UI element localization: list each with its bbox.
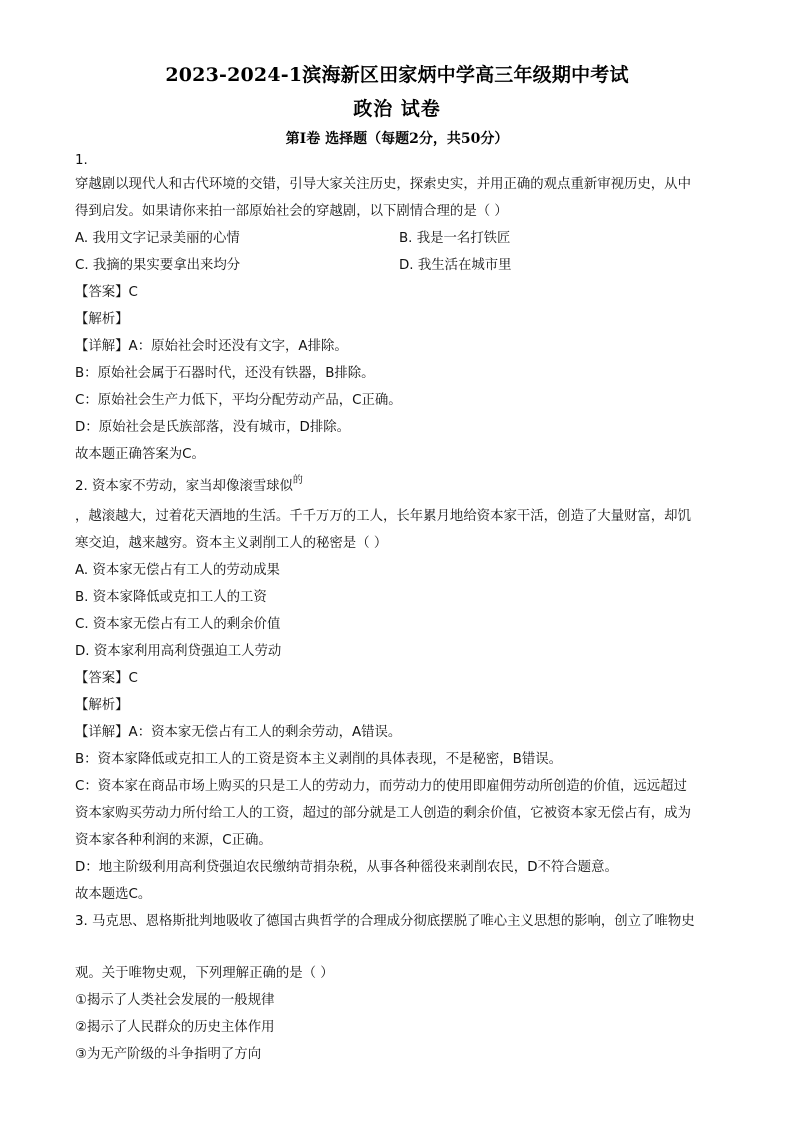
q2-conclusion: 故本题选C。	[75, 887, 152, 902]
q2-stem-line: ，越滚越大，过着花天酒地的生活。千千万万的工人，长年累月地给资本家干活，创造了大量财富，却饥	[75, 509, 691, 524]
q2-stem-line: 寒交迫，越来越穷。资本主义剥削工人的秘密是（ ）	[75, 536, 388, 551]
q3-stem-line: 3. 马克思、恩格斯批判地吸收了德国古典哲学的合理成分彻底摆脱了唯心主义思想的影响，创立了唯物史	[75, 914, 695, 929]
q2-stem-superscript: 的	[292, 475, 303, 486]
q1-analysis-label: 【解析】	[75, 312, 129, 327]
q2-detail-line: B：资本家降低或克扣工人的工资是资本主义剥削的具体表现，不是秘密，B错误。	[75, 752, 563, 767]
q2-option-c: C. 资本家无偿占有工人的剩余价值	[75, 617, 281, 632]
q2-detail-line: 资本家各种利润的来源，C正确。	[75, 833, 272, 848]
q2-option-d: D. 资本家利用高利贷强迫工人劳动	[75, 644, 282, 659]
exam-subtitle: 政治 试卷	[353, 98, 441, 120]
q1-stem-line: 穿越剧以现代人和古代环境的交错，引导大家关注历史，探索史实，并用正确的观点重新审视历史，从中	[75, 177, 691, 192]
q1-number: 1.	[75, 153, 88, 168]
q1-detail-line: C：原始社会生产力低下，平均分配劳动产品，C正确。	[75, 393, 402, 408]
exam-title: 2023-2024-1滨海新区田家炳中学高三年级期中考试	[165, 64, 629, 86]
q1-option-d: D. 我生活在城市里	[399, 258, 512, 273]
q2-answer: 【答案】C	[75, 671, 138, 686]
q1-option-a: A. 我用文字记录美丽的心情	[75, 231, 240, 246]
q1-option-c: C. 我摘的果实要拿出来均分	[75, 258, 241, 273]
q3-item: ③为无产阶级的斗争指明了方向	[75, 1047, 262, 1062]
q1-option-b: B. 我是一名打铁匠	[399, 231, 511, 246]
q2-option-a: A. 资本家无偿占有工人的劳动成果	[75, 563, 280, 578]
q1-stem-line: 得到启发。如果请你来拍一部原始社会的穿越剧，以下剧情合理的是（ ）	[75, 204, 508, 219]
q1-detail-line: 【详解】A：原始社会时还没有文字，A排除。	[75, 339, 348, 354]
q1-detail-line: B：原始社会属于石器时代，还没有铁器，B排除。	[75, 366, 375, 381]
q1-detail-line: D：原始社会是氏族部落，没有城市，D排除。	[75, 420, 351, 435]
q2-detail-line: C：资本家在商品市场上购买的只是工人的劳动力，而劳动力的使用即雇佣劳动所创造的价值，远远超过	[75, 779, 687, 794]
q1-conclusion: 故本题正确答案为C。	[75, 447, 205, 462]
q2-detail-line: 资本家购买劳动力所付给工人的工资，超过的部分就是工人创造的剩余价值，它被资本家无偿占有，成为	[75, 806, 691, 821]
section-heading: 第Ⅰ卷 选择题（每题2分，共50分）	[285, 131, 509, 147]
q3-stem-line: 观。关于唯物史观，下列理解正确的是（ ）	[75, 966, 334, 981]
q2-analysis-label: 【解析】	[75, 698, 129, 713]
q2-stem-text: 2. 资本家不劳动，家当却像滚雪球似	[75, 479, 293, 494]
q1-answer: 【答案】C	[75, 285, 138, 300]
q2-stem-line	[75, 475, 303, 497]
q2-detail-line: 【详解】A：资本家无偿占有工人的剩余劳动，A错误。	[75, 725, 402, 740]
q2-option-b: B. 资本家降低或克扣工人的工资	[75, 590, 267, 605]
q3-item: ②揭示了人民群众的历史主体作用	[75, 1020, 275, 1035]
q2-detail-line: D：地主阶级利用高利贷强迫农民缴纳苛捐杂税，从事各种徭役来剥削农民，D不符合题意。	[75, 860, 618, 875]
q3-item: ①揭示了人类社会发展的一般规律	[75, 993, 275, 1008]
